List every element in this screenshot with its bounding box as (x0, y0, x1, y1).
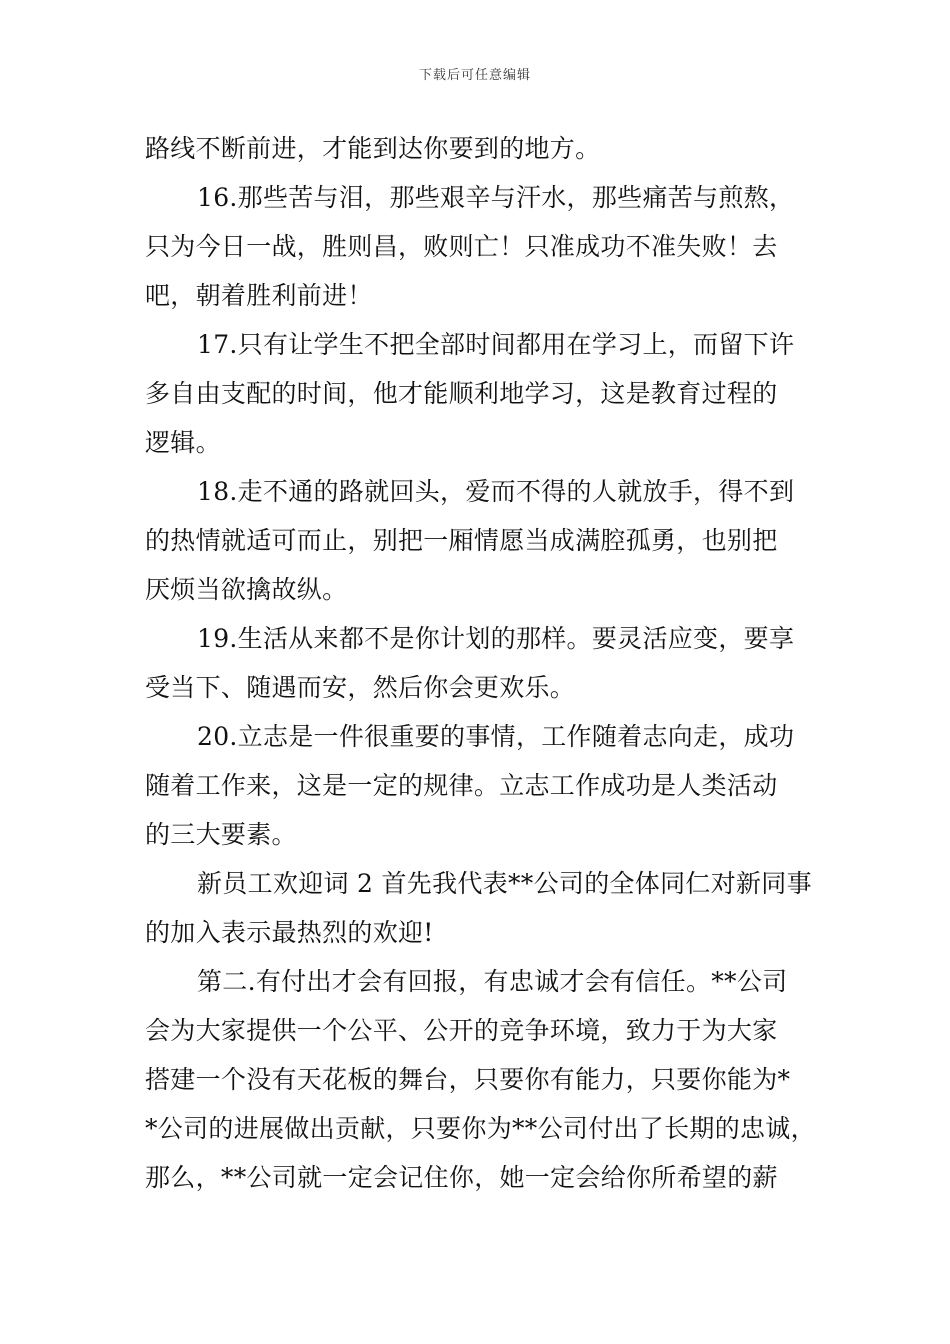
text-line: 会为大家提供一个公平、公开的竞争环境，致力于为大家 (145, 1016, 778, 1045)
text-line: 的三大要素。 (145, 820, 297, 849)
text-line: 随着工作来，这是一定的规律。立志工作成功是人类活动 (145, 771, 778, 800)
text-line: 只为今日一战，胜则昌，败则亡！只准成功不准失败！去 (145, 232, 778, 261)
text-line: 多自由支配的时间，他才能顺利地学习，这是教育过程的 (145, 379, 778, 408)
text-line: 19.生活从来都不是你计划的那样。要灵活应变，要享 (197, 624, 795, 653)
text-line: 的加入表示最热烈的欢迎! (145, 918, 434, 947)
paragraph (145, 173, 810, 320)
paragraph (145, 957, 816, 1202)
text-line: 18.走不通的路就回头，爱而不得的人就放手，得不到 (197, 477, 795, 506)
page-header: 下载后可任意编辑 (418, 68, 531, 83)
paragraph (145, 712, 810, 859)
document-body (145, 124, 816, 1202)
paragraph (145, 614, 810, 712)
text-line: 受当下、随遇而安，然后你会更欢乐。 (145, 673, 576, 702)
text-line: 16.那些苦与泪，那些艰辛与汗水，那些痛苦与煎熬， (197, 183, 795, 212)
text-line: 第二.有付出才会有回报，有忠诚才会有信任。**公司 (197, 967, 788, 996)
text-line: 逻辑。 (145, 428, 221, 457)
text-line: 搭建一个没有天花板的舞台，只要你有能力，只要你能为* (145, 1065, 791, 1094)
text-line: 的热情就适可而止，别把一厢情愿当成满腔孤勇，也别把 (145, 526, 778, 555)
text-line: 那么，**公司就一定会记住你，她一定会给你所希望的薪 (145, 1163, 778, 1192)
text-line: 17.只有让学生不把全部时间都用在学习上，而留下许 (197, 330, 795, 359)
text-line: 吧，朝着胜利前进！ (145, 281, 373, 310)
text-line: *公司的进展做出贡献，只要你为**公司付出了长期的忠诚， (145, 1114, 816, 1143)
paragraph (145, 467, 810, 614)
paragraph (145, 320, 810, 467)
paragraph (145, 124, 810, 173)
text-line: 20.立志是一件很重要的事情，工作随着志向走，成功 (197, 722, 795, 751)
text-line: 路线不断前进，才能到达你要到的地方。 (145, 134, 601, 163)
paragraph (145, 859, 810, 957)
text-line: 厌烦当欲擒故纵。 (145, 575, 348, 604)
text-line: 新员工欢迎词 2 首先我代表**公司的全体同仁对新同事 (197, 869, 812, 898)
